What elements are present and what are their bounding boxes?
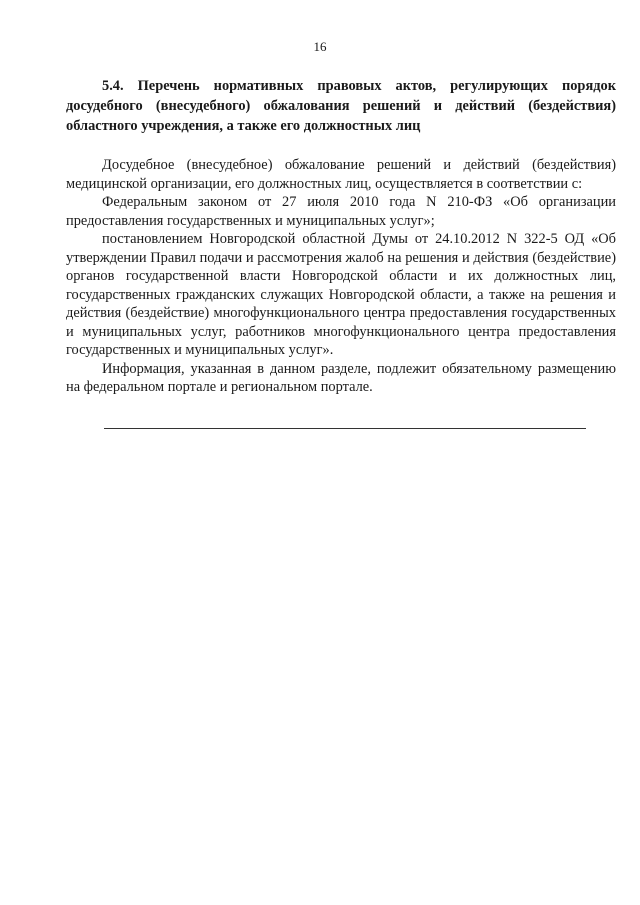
page-number: 16 [313,39,327,54]
end-of-section-divider [104,428,586,429]
paragraph-federal-law: Федеральным законом от 27 июля 2010 года N 210-ФЗ «Об организации предоставления государственных и муниципальных услуг»; [66,194,616,229]
paragraph-publication-notice: Информация, указанная в данном разделе, подлежит обязательному размещению на федеральном портале и региональном портале. [66,360,616,395]
paragraph-regional-resolution: постановлением Новгородской областной Думы от 24.10.2012 N 322-5 ОД «Об утверждении Правил подачи и рассмотрения жалоб на решения и действия (бездействие) органов государственной власти Новгородской области и их должностных лиц, государственных гражданских служащих Новгородской области, а также на решения и действия (бездействие) многофункционального центра предоставления государственных и муниципальных услуг, работников многофункционального центра предоставления государственных и муниципальных услуг». [66,231,616,358]
document-section [66,76,616,397]
section-heading: 5.4. Перечень нормативных правовых актов, регулирующих порядок досудебного (внесудебного) обжалования решений и действий (бездействия) областного учреждения, а также его должностных лиц [66,78,616,134]
section-body [66,156,616,397]
paragraph-intro: Досудебное (внесудебное) обжалование решений и действий (бездействия) медицинской организации, его должностных лиц, осуществляется в соответствии с: [66,157,616,192]
